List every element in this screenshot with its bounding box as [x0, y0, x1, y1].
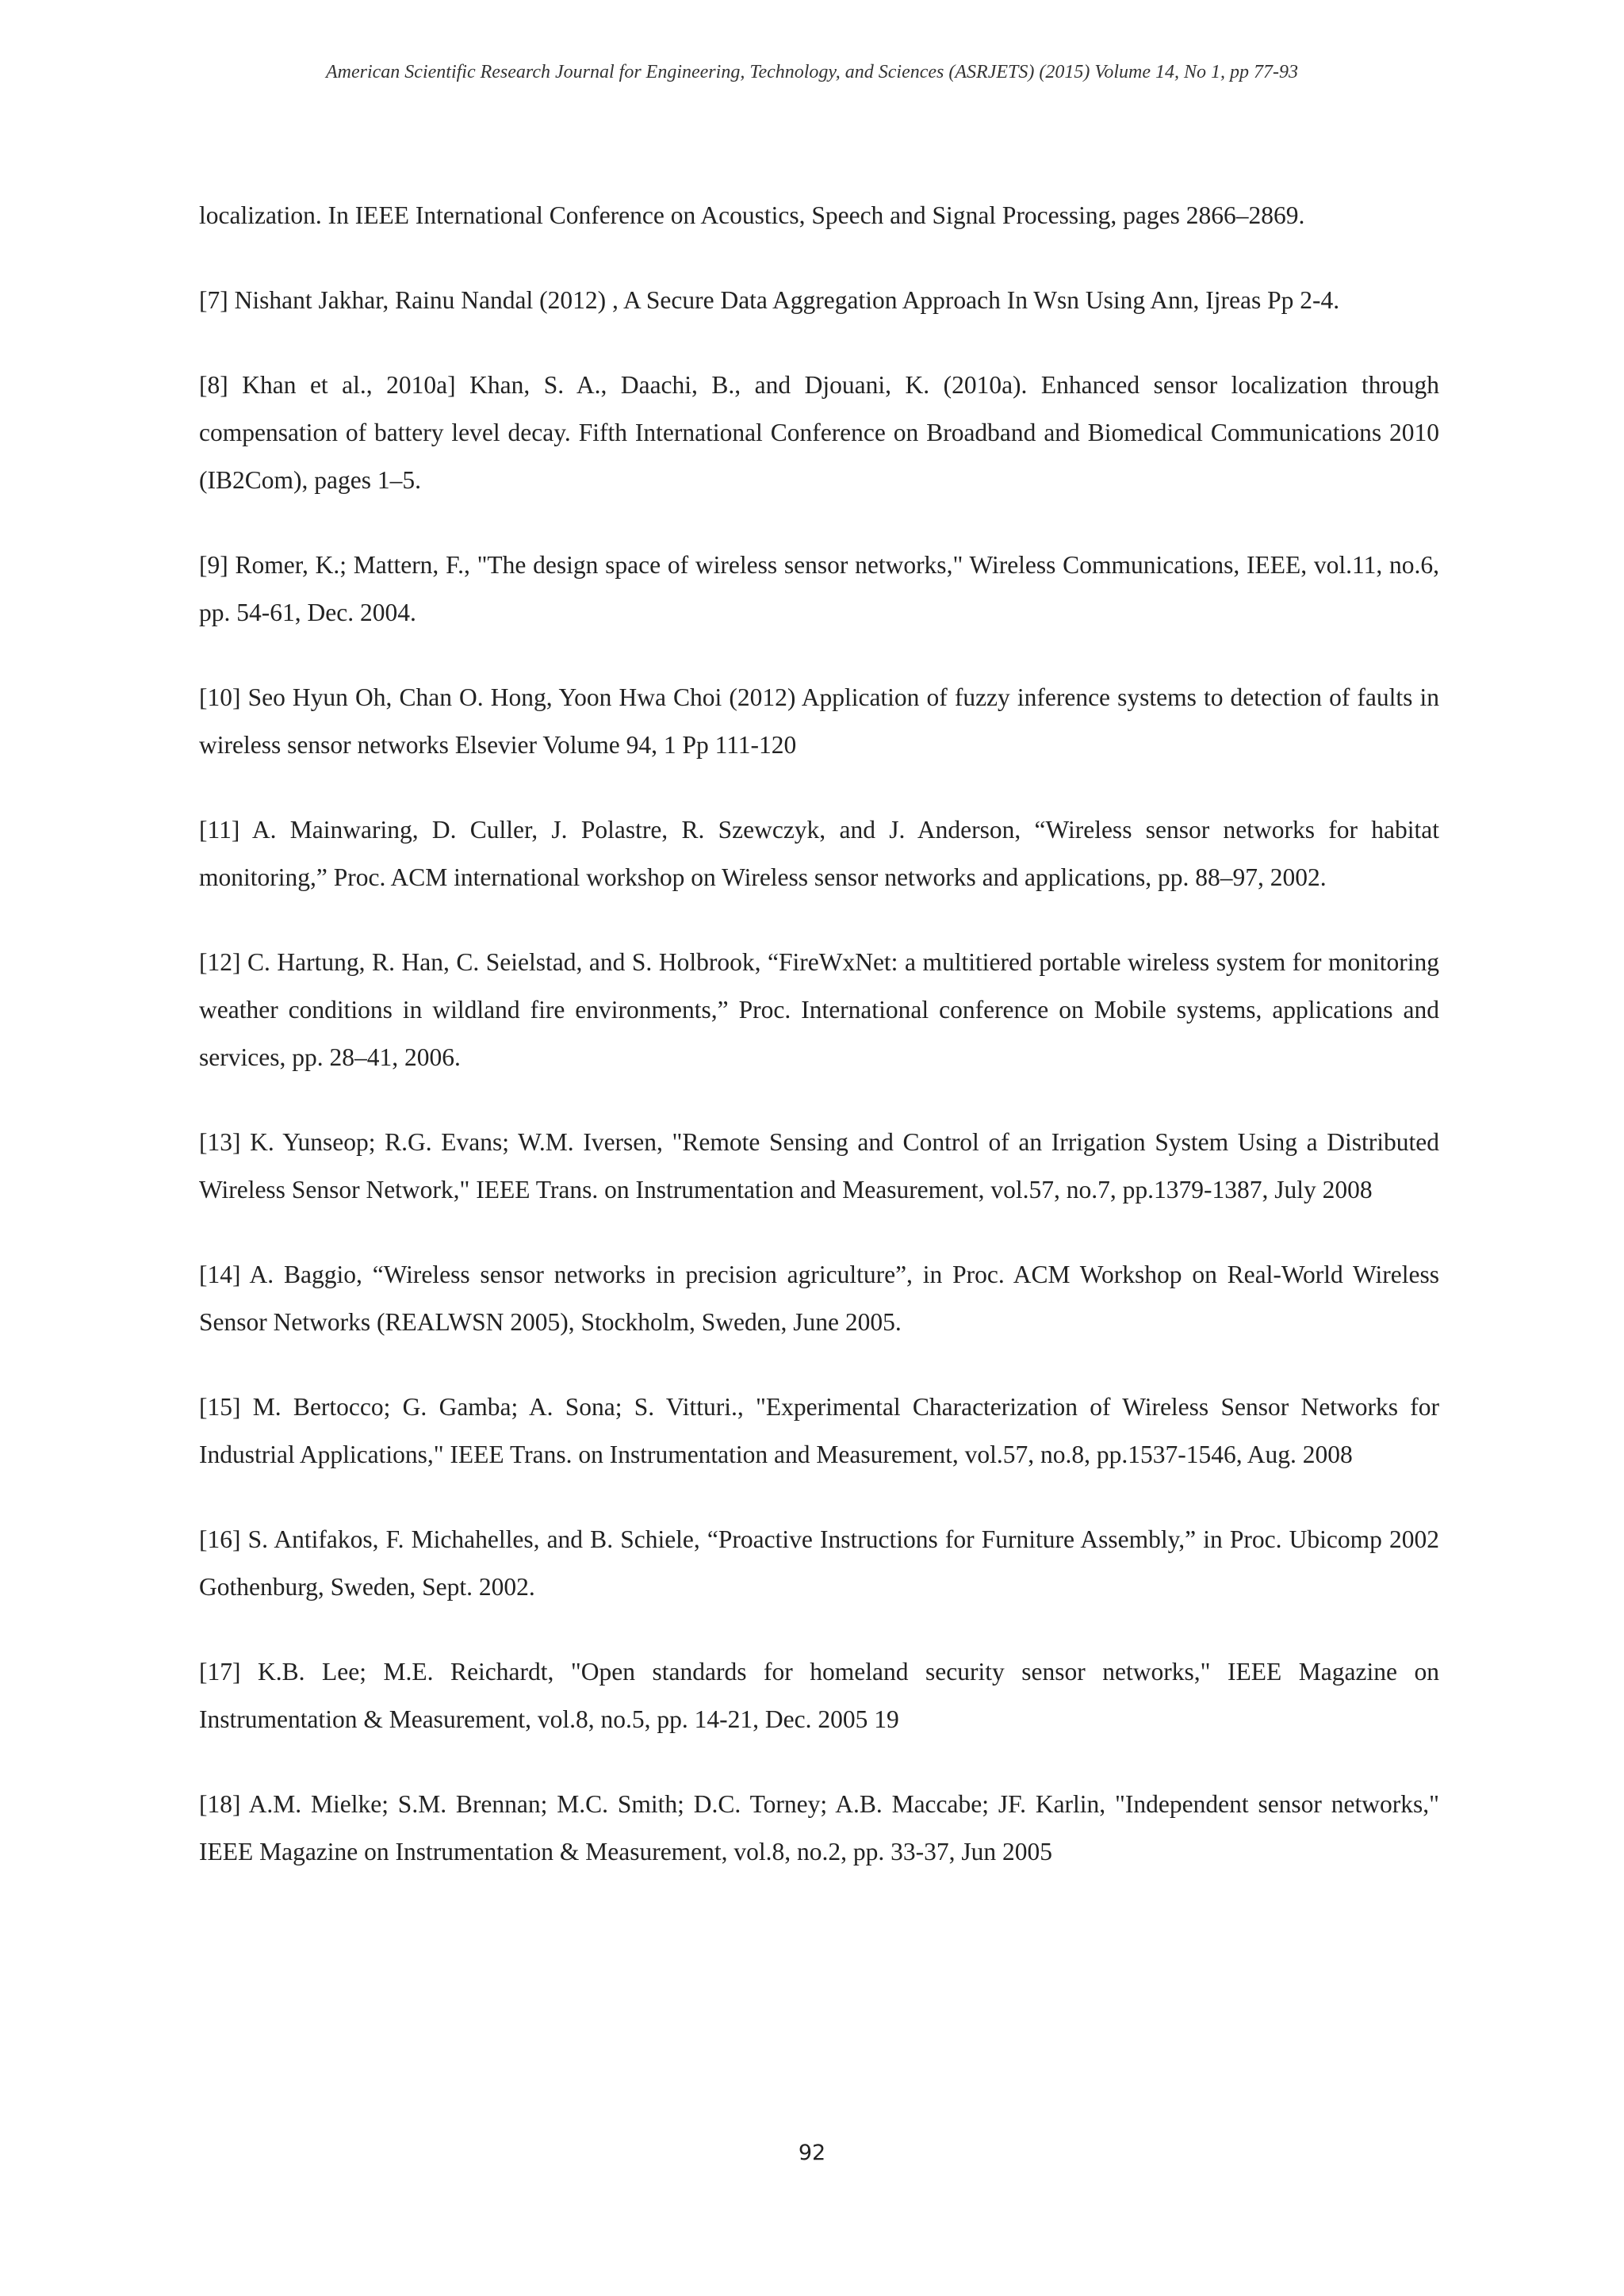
reference-entry: [10] Seo Hyun Oh, Chan O. Hong, Yoon Hwa Choi (2012) Application of fuzzy inference systems to detection of faults in wireless sensor networks Elsevier Volume 94, 1 Pp 111-120: [199, 683, 1439, 759]
reference-entry: [8] Khan et al., 2010a] Khan, S. A., Daachi, B., and Djouani, K. (2010a). Enhanced sensor localization through compensation of battery level decay. Fifth International Conference on Broadband and Biomedical Communications 2010 (IB2Com), pages 1–5.: [199, 371, 1439, 494]
reference-entry: [14] A. Baggio, “Wireless sensor networks in precision agriculture”, in Proc. ACM Workshop on Real-World Wireless Sensor Networks (REALWSN 2005), Stockholm, Sweden, June 2005.: [199, 1261, 1439, 1336]
reference-entry: [18] A.M. Mielke; S.M. Brennan; M.C. Smith; D.C. Torney; A.B. Maccabe; JF. Karlin, "Independent sensor networks," IEEE Magazine on Instrumentation & Measurement, vol.8, no.2, pp. 33-37, Jun 2005: [199, 1790, 1439, 1866]
reference-entry: [11] A. Mainwaring, D. Culler, J. Polastre, R. Szewczyk, and J. Anderson, “Wireless sensor networks for habitat monitoring,” Proc. ACM international workshop on Wireless sensor networks and applications, pp. 88–97, 2002.: [199, 816, 1439, 891]
reference-list: [199, 192, 1439, 1913]
reference-entry: [12] C. Hartung, R. Han, C. Seielstad, and S. Holbrook, “FireWxNet: a multitiered portable wireless system for monitoring weather conditions in wildland fire environments,” Proc. International conference on Mobile systems, applications and services, pp. 28–41, 2006.: [199, 948, 1439, 1071]
reference-entry: [16] S. Antifakos, F. Michahelles, and B. Schiele, “Proactive Instructions for Furniture Assembly,” in Proc. Ubicomp 2002 Gothenburg, Sweden, Sept. 2002.: [199, 1525, 1439, 1601]
reference-entry: [7] Nishant Jakhar, Rainu Nandal (2012) , A Secure Data Aggregation Approach In Wsn Using Ann, Ijreas Pp 2-4.: [199, 286, 1340, 314]
page-number: 92: [798, 2141, 826, 2165]
reference-entry: [15] M. Bertocco; G. Gamba; A. Sona; S. Vitturi., "Experimental Characterization of Wireless Sensor Networks for Industrial Applications," IEEE Trans. on Instrumentation and Measurement, vol.57, no.8, pp.1537-1546, Aug. 2008: [199, 1393, 1439, 1468]
reference-entry: [13] K. Yunseop; R.G. Evans; W.M. Iversen, "Remote Sensing and Control of an Irrigation System Using a Distributed Wireless Sensor Network," IEEE Trans. on Instrumentation and Measurement, vol.57, no.7, pp.1379-1387, July 2008: [199, 1128, 1439, 1203]
reference-entry: [9] Romer, K.; Mattern, F., "The design space of wireless sensor networks," Wireless Communications, IEEE, vol.11, no.6, pp. 54-61, Dec. 2004.: [199, 551, 1439, 626]
running-header: American Scientific Research Journal for Engineering, Technology, and Sciences (ASRJETS) (2015) Volume 14, No 1, pp 77-93: [326, 62, 1298, 82]
reference-entry: localization. In IEEE International Conference on Acoustics, Speech and Signal Processing, pages 2866–2869.: [199, 201, 1305, 229]
reference-entry: [17] K.B. Lee; M.E. Reichardt, "Open standards for homeland security sensor networks," IEEE Magazine on Instrumentation & Measurement, vol.8, no.5, pp. 14-21, Dec. 2005 19: [199, 1658, 1439, 1733]
